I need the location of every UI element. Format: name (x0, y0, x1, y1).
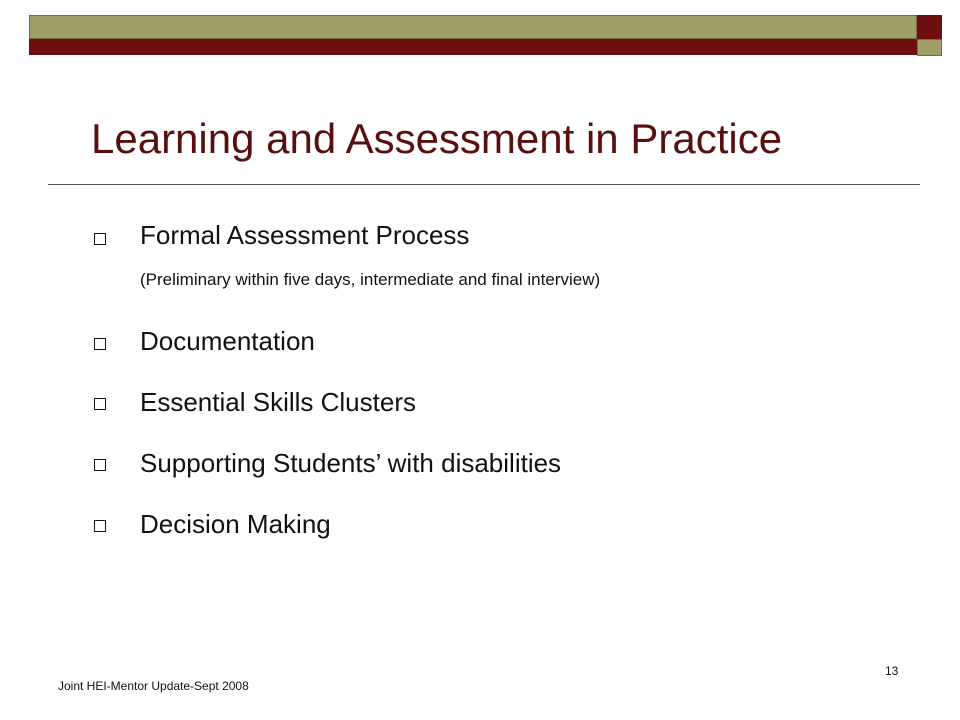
bullet-label: Decision Making (140, 509, 331, 539)
hollow-square-bullet-icon (94, 233, 106, 245)
header-olive-bar (29, 15, 917, 39)
slide-title: Learning and Assessment in Practice (91, 115, 783, 162)
hollow-square-bullet-icon (94, 520, 106, 532)
title-divider (48, 184, 920, 185)
slide-footer: Joint HEI-Mentor Update-Sept 2008 (58, 679, 249, 693)
bullet-label: Formal Assessment Process (140, 220, 470, 250)
page-number: 13 (885, 664, 899, 678)
header-maroon-square (917, 15, 942, 39)
hollow-square-bullet-icon (94, 338, 106, 350)
hollow-square-bullet-icon (94, 398, 106, 410)
bullet-label: Essential Skills Clusters (140, 387, 416, 417)
bullet-label: Supporting Students’ with disabilities (140, 448, 562, 478)
header-maroon-bar (29, 39, 917, 55)
bullet-subtext: (Preliminary within five days, intermediate and final interview) (140, 270, 601, 289)
header-olive-square (917, 39, 942, 56)
hollow-square-bullet-icon (94, 459, 106, 471)
bullet-label: Documentation (140, 326, 315, 356)
